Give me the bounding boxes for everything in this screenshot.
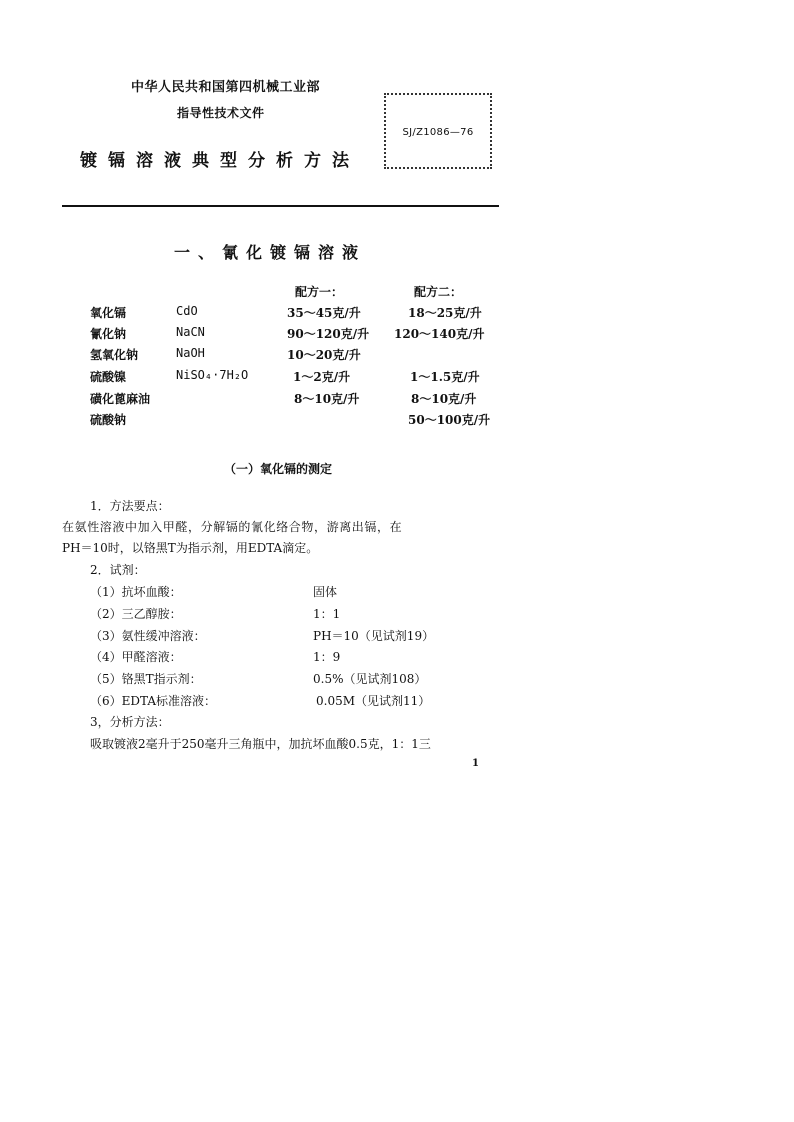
page-number: 1 — [472, 758, 479, 769]
component-name: 硫酸钠 — [90, 413, 127, 427]
document-title: 镀镉溶液典型分析方法 — [80, 151, 360, 171]
component-formula: NaOH — [176, 346, 205, 360]
organization-name: 中华人民共和国第四机械工业部 — [131, 80, 321, 95]
formula1-value: 10～20克/升 — [287, 348, 361, 362]
reagent-name: （3）氨性缓冲溶液： — [90, 629, 206, 643]
component-name: 硫酸镍 — [90, 370, 127, 384]
reagent-value: 1：1 — [313, 607, 341, 621]
reagent-name: （2）三乙醇胺： — [90, 607, 182, 621]
component-name: 氢氧化钠 — [90, 348, 139, 362]
reagent-value: 0.5%（见试剂108） — [313, 672, 427, 686]
standard-code-box — [384, 93, 492, 169]
formula2-value: 18～25克/升 — [408, 306, 482, 320]
reagent-value: 0.05M（见试剂11） — [316, 694, 431, 708]
component-formula: NaCN — [176, 325, 205, 339]
subsection-title: （一）氧化镉的测定 — [224, 462, 333, 476]
header-divider — [62, 205, 499, 207]
component-formula: CdO — [176, 304, 198, 318]
reagent-name: （1）抗坏血酸： — [90, 585, 182, 599]
method-text-line: 在氨性溶液中加入甲醛，分解镉的氰化络合物，游离出镉，在 — [62, 520, 403, 534]
analysis-heading: 3，分析方法： — [90, 715, 170, 729]
reagent-value: PH＝10（见试剂19） — [313, 629, 435, 643]
reagent-name: （5）铬黑T指示剂： — [90, 672, 202, 686]
formula1-value: 1～2克/升 — [293, 370, 351, 384]
reagent-name: （6）EDTA标准溶液： — [90, 694, 217, 708]
method-heading: 1．方法要点： — [90, 499, 170, 513]
component-name: 氰化钠 — [90, 327, 127, 341]
reagent-value: 固体 — [313, 585, 338, 599]
document-type: 指导性技术文件 — [177, 106, 265, 120]
formula1-value: 35～45克/升 — [287, 306, 361, 320]
reagent-name: （4）甲醛溶液： — [90, 650, 182, 664]
formula1-value: 8～10克/升 — [294, 392, 360, 406]
component-name: 氧化镉 — [90, 306, 127, 320]
formula2-value: 1～1.5克/升 — [410, 370, 480, 384]
component-formula: NiSO₄·7H₂O — [176, 368, 249, 382]
reagents-heading: 2．试剂： — [90, 563, 146, 577]
standard-code: SJ/Z1086—76 — [402, 127, 474, 138]
analysis-text-line: 吸取镀液2毫升于250毫升三角瓶中，加抗坏血酸0.5克，1：1三 — [90, 737, 431, 751]
formula-header-1: 配方一： — [295, 285, 344, 299]
formula-header-2: 配方二： — [414, 285, 463, 299]
formula2-value: 50～100克/升 — [408, 413, 491, 427]
formula2-value: 120～140克/升 — [394, 327, 485, 341]
method-text-line: PH＝10时，以铬黑T为指示剂，用EDTA滴定。 — [62, 541, 319, 555]
reagent-value: 1：9 — [313, 650, 341, 664]
section-title: 一、氰化镀镉溶液 — [174, 243, 367, 262]
formula1-value: 90～120克/升 — [287, 327, 370, 341]
component-name: 磺化蓖麻油 — [90, 392, 151, 406]
formula2-value: 8～10克/升 — [411, 392, 477, 406]
